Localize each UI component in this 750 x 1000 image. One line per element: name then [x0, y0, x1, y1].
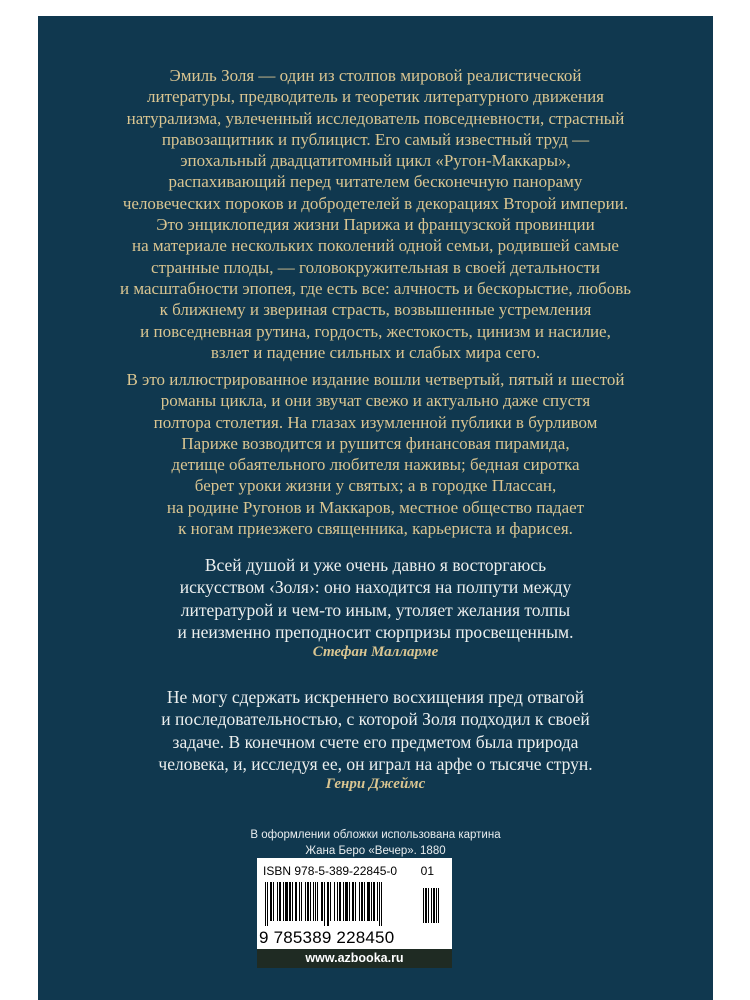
- barcode-bar: [279, 882, 281, 921]
- barcode-bar: [438, 888, 439, 923]
- ean-digits: 9 785389 228450: [259, 928, 395, 947]
- barcode-bar: [334, 882, 335, 921]
- barcode-bar: [283, 882, 284, 921]
- quote-author: Генри Джеймс: [325, 776, 426, 792]
- barcode-bar: [367, 882, 370, 921]
- text-line: литературы, предводитель и теоретик литературного движения: [146, 87, 604, 107]
- barcode-bar: [299, 882, 300, 921]
- barcode-bar: [345, 882, 348, 921]
- text-line: берет уроки жизни у святых; а в городке Плассан,: [194, 476, 557, 496]
- barcode-bar: [327, 882, 329, 926]
- isbn-addon-number: 01: [420, 864, 434, 878]
- barcode-bar: [431, 888, 432, 923]
- barcode-bar: [352, 882, 354, 921]
- barcode-bar: [292, 882, 293, 921]
- barcode-bar: [267, 882, 268, 926]
- barcode-bar: [321, 882, 323, 921]
- mallarme-quote: [38, 554, 713, 643]
- barcode-bar: [423, 888, 424, 923]
- barcode-bar: [317, 882, 318, 921]
- text-line: Жана Беро «Вечер». 1880: [305, 844, 446, 857]
- barcode-bar: [436, 888, 437, 923]
- barcode-main-bars: [265, 882, 415, 926]
- barcode-bar: [285, 882, 288, 921]
- text-line: В оформлении обложки использована картина: [250, 829, 501, 841]
- barcode-bar: [305, 882, 306, 921]
- barcode-addon-bars: [423, 888, 445, 928]
- barcode-bar: [313, 882, 314, 921]
- barcode-bar: [381, 882, 382, 926]
- quote-author: Стефан Малларме: [312, 644, 439, 660]
- text-line: Париже возводится и рушится финансовая пирамида,: [181, 433, 570, 453]
- contents-paragraph: [38, 369, 713, 539]
- text-line: В это иллюстрированное издание вошли четвертый, пятый и шестой: [126, 370, 625, 389]
- annotation-paragraph: [38, 65, 713, 363]
- barcode-bar: [425, 888, 427, 923]
- text-line: Всей душой и уже очень давно я восторгаюсь: [204, 555, 547, 575]
- text-line: и последовательностью, с которой Золя подходил к своей: [161, 709, 590, 730]
- text-line: литературой и чем-то иным, утоляет желания толпы: [180, 599, 571, 620]
- barcode-bar: [359, 882, 360, 921]
- barcode-bar: [355, 882, 356, 921]
- barcode-bar: [330, 882, 331, 921]
- cover-art-credit: [38, 828, 713, 859]
- barcode-bar: [315, 882, 316, 921]
- isbn-number: ISBN 978-5-389-22845-0: [263, 864, 398, 878]
- james-quote: [38, 686, 713, 775]
- website-link[interactable]: www.azbooka.ru: [257, 949, 452, 968]
- barcode-bar: [361, 882, 363, 921]
- text-line: правозащитник и публицист. Его самый известный труд —: [161, 129, 590, 149]
- barcode-bar: [307, 882, 309, 921]
- barcode-bar: [343, 882, 344, 921]
- barcode-bar: [433, 888, 435, 923]
- barcode-bar: [349, 882, 350, 921]
- barcode-bar: [324, 882, 325, 926]
- text-line: к ногам приезжего священника, карьериста и фарисея.: [178, 519, 573, 539]
- text-line: к ближнему и звериная страсть, возвышенные устремления: [159, 300, 592, 320]
- barcode-bar: [270, 882, 272, 921]
- text-line: взлет и падение сильных и слабых мира сего.: [210, 342, 541, 362]
- barcode-bar: [337, 882, 338, 921]
- barcode-bar: [289, 882, 291, 921]
- barcode-bar: [277, 882, 278, 921]
- barcode-bar: [371, 882, 372, 921]
- text-line: детище обаятельного любителя наживы; бедная сиротка: [171, 455, 580, 475]
- text-line: и повседневная рутина, гордость, жестокость, цинизм и насилие,: [140, 321, 611, 341]
- barcode-bar: [339, 882, 341, 921]
- text-line: полтора столетия. На глазах изумленной публики в бурливом: [153, 412, 598, 432]
- barcode-bar: [373, 882, 375, 921]
- barcode-bar: [273, 882, 274, 921]
- text-line: Это энциклопедия жизни Парижа и французской провинции: [156, 215, 595, 235]
- text-line: эпохальный двадцатитомный цикл «Ругон-Маккары»,: [180, 151, 571, 171]
- text-line: натурализма, увлеченный исследователь повседневности, страстный: [126, 108, 625, 128]
- text-line: романы цикла, и они звучат свежо и актуально даже спустя: [160, 391, 591, 411]
- text-line: и масштабности эпопея, где есть все: алчность и бескорыстие, любовь: [120, 278, 631, 298]
- text-line: странные плоды, — головокружительная в своей детальности: [150, 257, 601, 277]
- barcode-bar: [364, 882, 365, 921]
- barcode-bar: [428, 888, 429, 923]
- text-line: Не могу сдержать искреннего восхищения пред отвагой: [166, 687, 585, 707]
- text-line: на материале нескольких поколений одной семьи, родившей самые: [132, 236, 619, 256]
- text-line: человека, и, исследуя ее, он играл на арфе о тысяче струн.: [158, 753, 593, 774]
- text-line: и неизменно преподносит сюрпризы просвещенным.: [177, 621, 574, 642]
- barcode-bar: [310, 882, 311, 921]
- text-line: Эмиль Золя — один из столпов мировой реалистической: [169, 66, 582, 85]
- text-line: человеческих пороков и добродетелей в декорациях Второй империи.: [122, 193, 629, 213]
- barcode-bar: [379, 882, 380, 926]
- barcode-bar: [295, 882, 297, 921]
- barcode-bar: [301, 882, 302, 921]
- text-line: на родине Ругонов и Маккаров, местное общество падает: [166, 497, 585, 517]
- book-back-cover: [38, 16, 713, 1000]
- barcode-bar: [377, 882, 378, 921]
- text-line: искусством ‹Золя›: оно находится на полпути между: [179, 577, 572, 598]
- barcode-bar: [265, 882, 266, 926]
- text-line: распахивающий перед читателем бесконечную панораму: [168, 172, 583, 192]
- text-line: задаче. В конечном счете его предметом была природа: [172, 731, 579, 752]
- barcode-label: [257, 858, 452, 968]
